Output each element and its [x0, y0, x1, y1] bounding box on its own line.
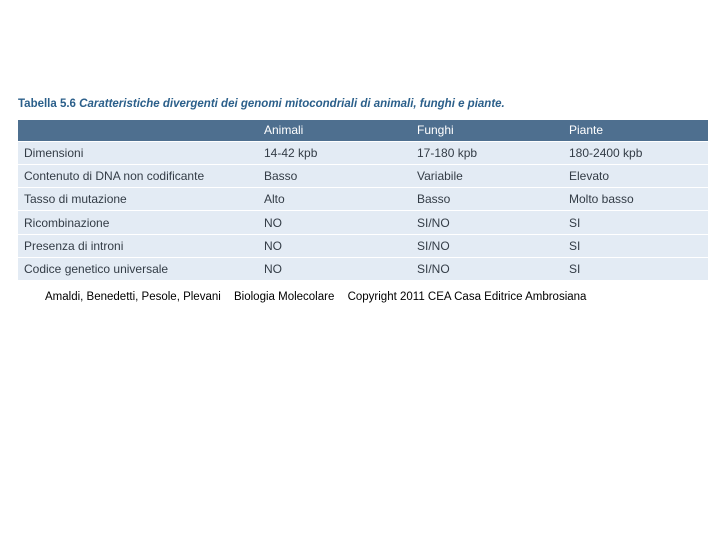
- row-label: Presenza di introni: [18, 234, 258, 257]
- header-funghi: Funghi: [417, 123, 454, 137]
- cell-funghi: 17-180 kpb: [411, 142, 563, 165]
- credit-authors: Amaldi, Benedetti, Pesole, Plevani: [45, 291, 221, 303]
- cell-piante: SI: [563, 257, 708, 280]
- cell-funghi: Basso: [411, 188, 563, 211]
- cell-piante: Elevato: [563, 165, 708, 188]
- cell-piante: 180-2400 kpb: [563, 142, 708, 165]
- cell-piante: Molto basso: [563, 188, 708, 211]
- cell-animali: Alto: [258, 188, 411, 211]
- row-label: Dimensioni: [18, 142, 258, 165]
- cell-funghi: SI/NO: [411, 234, 563, 257]
- cell-animali: 14-42 kpb: [258, 142, 411, 165]
- table-row: [18, 257, 708, 280]
- table-title: Caratteristiche divergenti dei genomi mitocondriali di animali, funghi e piante.: [79, 98, 505, 110]
- cell-funghi: SI/NO: [411, 211, 563, 234]
- cell-animali: NO: [258, 211, 411, 234]
- table-row: [18, 211, 708, 234]
- cell-piante: SI: [563, 211, 708, 234]
- credit-book: Biologia Molecolare: [234, 291, 335, 303]
- table-row: [18, 142, 708, 165]
- cell-funghi: SI/NO: [411, 257, 563, 280]
- header-piante: Piante: [569, 123, 604, 137]
- row-label: Tasso di mutazione: [18, 188, 258, 211]
- table-row: [18, 165, 708, 188]
- cell-funghi: Variabile: [411, 165, 563, 188]
- table-header-row: [18, 120, 708, 142]
- cell-animali: Basso: [258, 165, 411, 188]
- header-animali: Animali: [264, 123, 304, 137]
- mitochondrial-genome-table: [18, 120, 708, 280]
- row-label: Ricombinazione: [18, 211, 258, 234]
- header-empty: [18, 120, 258, 142]
- credit-copyright: Copyright 2011 CEA Casa Editrice Ambrosiana: [347, 291, 587, 303]
- cell-piante: SI: [563, 234, 708, 257]
- row-label: Contenuto di DNA non codificante: [18, 165, 258, 188]
- table-caption: [18, 98, 708, 110]
- source-credit: [45, 291, 695, 303]
- cell-animali: NO: [258, 234, 411, 257]
- row-label: Codice genetico universale: [18, 257, 258, 280]
- cell-animali: NO: [258, 257, 411, 280]
- table-row: [18, 234, 708, 257]
- table-row: [18, 188, 708, 211]
- table-number: Tabella 5.6: [18, 98, 76, 110]
